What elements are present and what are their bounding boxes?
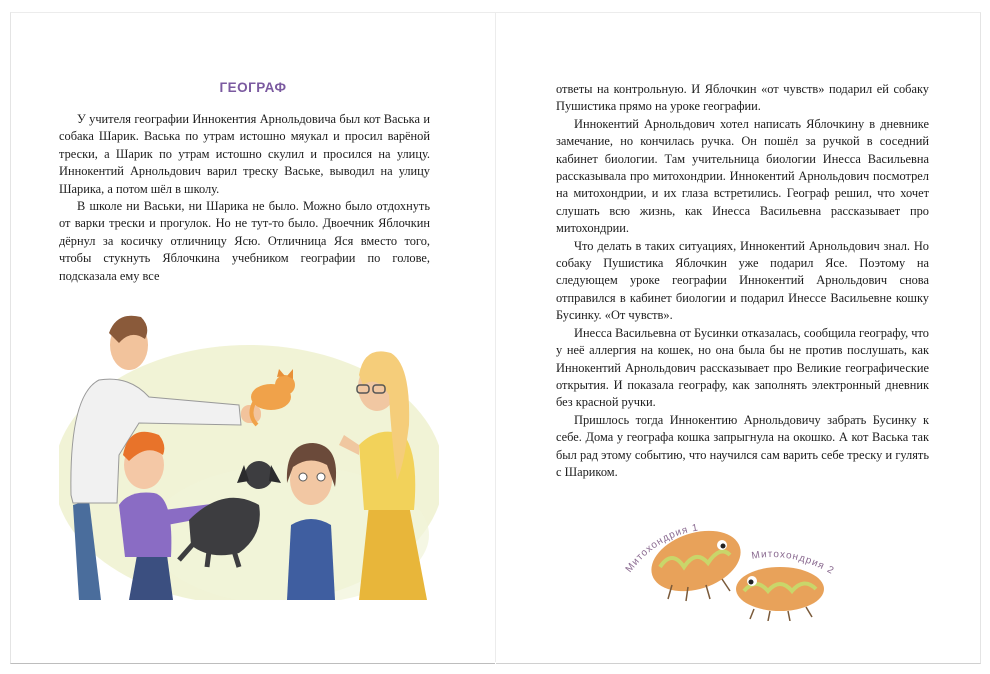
left-page-text <box>59 111 430 285</box>
paragraph: ответы на контрольную. И Яблочкин «от чувств» подарил ей собаку Пушистика прямо на уроке географии. <box>556 82 929 114</box>
left-page <box>10 12 495 664</box>
paragraph: Что делать в таких ситуациях, Иннокентий Арнольдович знал. Но собаку Пушистика Яблочкин уже подарил Ясе. Поэтому на следующем уроке географии Иннокентий Арнольдович снова отправился в кабинет биологии и подарил Инессе Васильевне кошку Бусинку. «От чувств». <box>556 238 929 323</box>
right-page-text <box>556 81 929 481</box>
paragraph: Пришлось тогда Иннокентию Арнольдовичу забрать Бусинку к себе. Дома у географа кошка запрыгнула на окошко. А кот Васька так был рад этому событию, что научился сам варить себе треску и гулять с Шариком. <box>556 412 929 479</box>
mitochondria-label-2: Митохондрия 2 <box>750 548 837 578</box>
paragraph: В школе ни Васьки, ни Шарика не было. Можно было отдохнуть от варки трески и прогулок. Но не тут-то было. Двоечник Яблочкин дёрнул за косичку отличницу Ясю. Отличница Яся вместо того, чтобы стукнуть Яблочкина учебником географии по голове, подсказала ему все <box>59 199 430 283</box>
mitochondrion-1 <box>644 520 749 602</box>
paragraph: Инесса Васильевна от Бусинки отказалась, сообщила географу, что у неё аллергия на кошек, но она была бы не против послушать, как Иннокентий Арнольдович рассказывает про Великие географические открытия. И показала географу, как заполнять электронный дневник без красной ручки. <box>556 325 929 410</box>
teacher-illustration <box>59 305 439 600</box>
paragraph: Иннокентий Арнольдович хотел написать Яблочкину в дневнике замечание, но кончилась ручка. Он пошёл за ручкой в соседний кабинет биологии. Там учительница биологии Инесса Васильевна рассказывала про митохондрии. Иннокентий Арнольдович посмотрел на митохондрии, и их глаза встретились. Географ решил, что хочет слушать всю жизнь, как Инесса Васильевна рассказывает про митохондрии. <box>556 116 929 236</box>
mitochondrion-2 <box>736 567 824 621</box>
paragraph: У учителя географии Иннокентия Арнольдовича был кот Васька и собака Шарик. Васька по утрам истошно мяукал и просил варёной трески, а Шарик по утрам истошно скулил и просился на улицу. Иннокентий Арнольдович варил треску Ваське, выводил на улицу Шарика, а потом шёл в школу. <box>59 112 430 196</box>
chapter-title: ГЕОГРАФ <box>219 80 287 95</box>
mitochondria-label-1: Митохондрия 1 <box>623 522 700 575</box>
mitochondria-illustration <box>622 509 862 621</box>
right-page <box>496 12 981 664</box>
